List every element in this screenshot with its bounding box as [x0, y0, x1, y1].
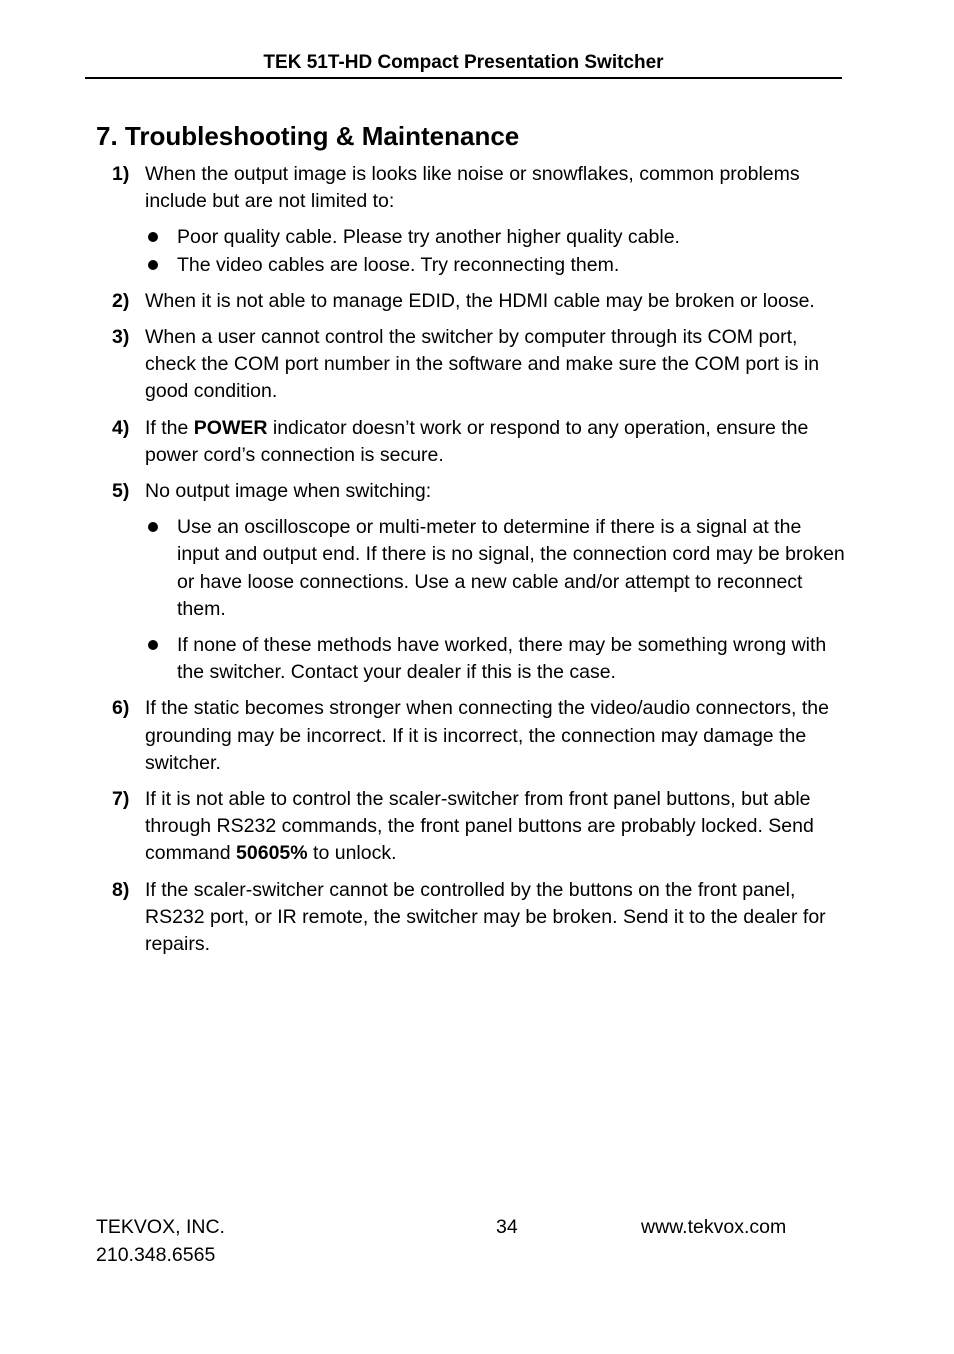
footer-phone: 210.348.6565	[96, 1243, 216, 1266]
item-text: When a user cannot control the switcher by computer through its COM port, check the COM port number in the software and make sure the COM port is in good condition.	[145, 326, 820, 403]
bullet-dot-icon	[148, 232, 158, 242]
list-item-8	[96, 877, 846, 959]
list-item-2	[96, 288, 846, 315]
header-divider	[85, 77, 842, 79]
unlock-command: 50605%	[236, 842, 308, 865]
footer-website: www.tekvox.com	[641, 1216, 787, 1238]
item-number: 3)	[112, 326, 130, 349]
troubleshooting-list	[96, 161, 846, 967]
bullet-item: The video cables are loose. Try reconnecting them.	[96, 252, 846, 279]
bullet-dot-icon	[148, 522, 158, 532]
section-title: 7. Troubleshooting & Maintenance	[96, 121, 520, 151]
bullet-dot-icon	[148, 260, 158, 270]
item-text: If the static becomes stronger when connecting the video/audio connectors, the grounding may be incorrect. If it is incorrect, the connection may damage the switcher.	[145, 697, 829, 774]
power-indicator-label: POWER	[193, 416, 268, 439]
page-header-title: TEK 51T-HD Compact Presentation Switcher	[263, 52, 664, 73]
list-item-5	[96, 478, 846, 505]
item-number: 1)	[112, 163, 130, 185]
item-number: 8)	[112, 878, 130, 901]
bullet-item: Poor quality cable. Please try another higher quality cable.	[96, 224, 846, 251]
footer-company-block	[96, 1214, 225, 1269]
item-text: If the scaler-switcher cannot be controlled by the buttons on the front panel, RS232 port, or IR remote, the switcher may be broken. Send it to the dealer for repairs.	[145, 878, 826, 956]
page-number: 34	[496, 1216, 518, 1238]
item-text: When it is not able to manage EDID, the HDMI cable may be broken or loose.	[145, 289, 815, 312]
item-number: 4)	[112, 416, 130, 439]
item-text: If the POWER indicator doesn’t work or respond to any operation, ensure the power cord’s connection is secure.	[145, 416, 809, 466]
item-text: When the output image is looks like noise or snowflakes, common problems include but are not limited to:	[145, 163, 800, 213]
list-item-7	[96, 786, 846, 868]
item-number: 5)	[112, 480, 130, 503]
bullet-list-1	[96, 224, 846, 278]
bullet-list-5	[96, 514, 846, 686]
item-text: No output image when switching:	[145, 480, 432, 503]
list-item-1	[96, 161, 846, 215]
bullet-dot-icon	[148, 640, 158, 650]
item-number: 7)	[112, 788, 130, 811]
bullet-item: Use an oscilloscope or multi-meter to determine if there is a signal at the input and output end. If there is no signal, the connection cord may be broken or have loose connections. Use a new cable and/or attempt to reconnect them.	[96, 514, 846, 623]
list-item-6	[96, 695, 846, 777]
bullet-item: If none of these methods have worked, there may be something wrong with the switcher. Contact your dealer if this is the case.	[96, 632, 846, 686]
footer-company: TEKVOX, INC.	[96, 1216, 225, 1238]
list-item-3	[96, 324, 846, 406]
item-text: If it is not able to control the scaler-switcher from front panel buttons, but able through RS232 commands, the front panel buttons are probably locked. Send command 50605% to unlock.	[145, 788, 814, 865]
list-item-4	[96, 415, 846, 469]
item-number: 6)	[112, 697, 130, 720]
item-number: 2)	[112, 289, 130, 312]
